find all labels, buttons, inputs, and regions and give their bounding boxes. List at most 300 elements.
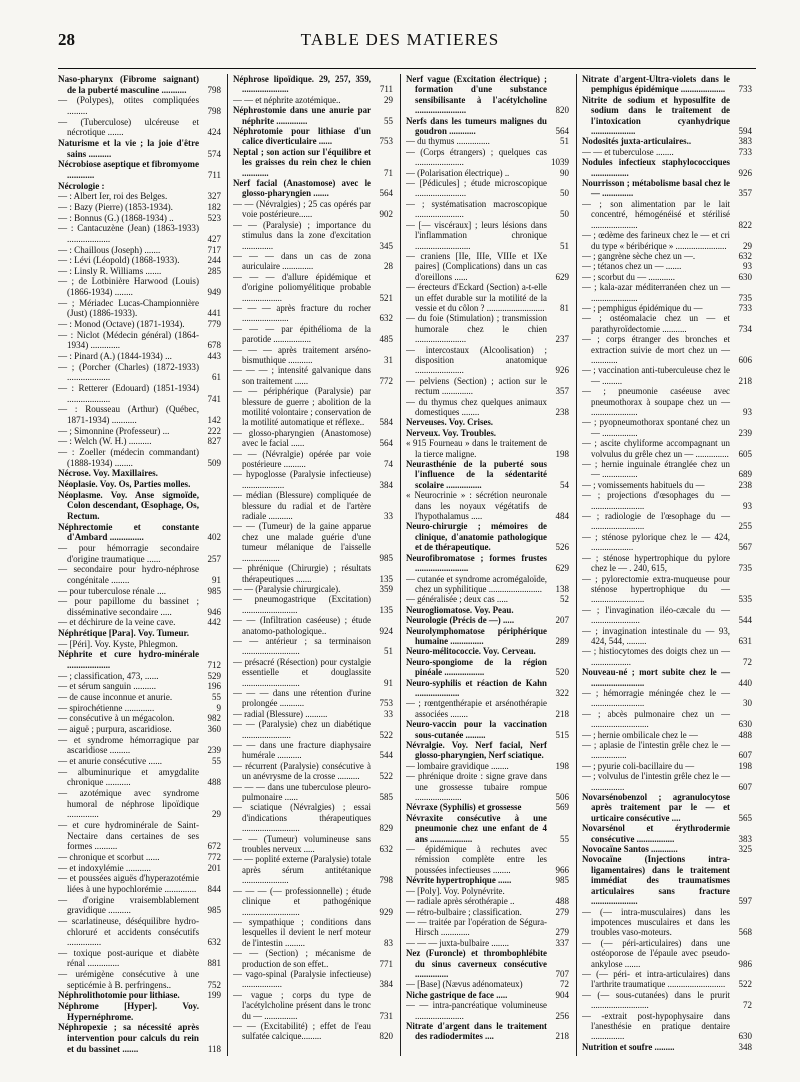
entry-text: Neuro-vaccin pour la vaccination sous-cutanée ......... — [406, 719, 547, 740]
entry-text: — : Zoeller (médecin commandant) (1888-1934) ........ — [58, 446, 199, 468]
entry-text: — — (Tumeur) volumineuse sans troubles nerveux ..... — [233, 833, 371, 855]
entry-text: — — et néphrite azotémique.. — [233, 94, 341, 105]
entry-page-ref: 544 — [379, 750, 393, 761]
entry-text: — ; Mériadec Lucas-Championnière (Just) (1886-1933). — [58, 297, 199, 319]
index-entry — [58, 276, 221, 297]
index-entry — [582, 147, 752, 157]
entry-text: — — — après fracture du rocher ..................... — [233, 302, 371, 324]
index-entry — [233, 95, 393, 105]
column-rule — [576, 74, 577, 1056]
index-entry — [58, 298, 221, 319]
index-entry — [406, 178, 569, 199]
index-entry — [406, 574, 569, 595]
index-column — [406, 74, 569, 1068]
entry-page-ref: 384 — [379, 979, 393, 990]
entry-page-ref: 71 — [384, 167, 393, 178]
entry-text: Novarsénol et érythrodermie consécutive ................. — [582, 823, 730, 844]
entry-text: Néphrectomie et constante d'Ambard ............... — [58, 521, 199, 543]
entry-page-ref: 949 — [207, 287, 221, 298]
entry-text: — cutanée et syndrome acromégaloïde, chez un syphilitique ........................ — [406, 573, 547, 594]
index-entry — [406, 313, 569, 344]
entry-text: — glosso-pharyngien (Anastomose) avec le facial ...... — [233, 427, 371, 449]
entry-text: — consécutive à un mégacolon. — [58, 713, 175, 724]
index-entry — [233, 584, 393, 594]
entry-text: — ; de Lotbinière Harwood (Louis) (1866-1934) ........ — [58, 276, 199, 298]
entry-page-ref: 520 — [555, 667, 569, 678]
index-entry — [233, 386, 393, 428]
entry-text: — et syndrome hémorragique par ascaridiose ......... — [58, 734, 199, 756]
index-entry — [406, 771, 569, 802]
index-entry — [406, 740, 569, 761]
entry-page-ref: 771 — [379, 958, 393, 969]
entry-text: — épidémique à rechutes avec rémission complète entre les poussées infectieuses ........ — [406, 844, 547, 875]
entry-page-ref: 218 — [555, 1031, 569, 1042]
entry-page-ref: 678 — [207, 340, 221, 351]
index-entry — [582, 136, 752, 146]
index-entry — [58, 468, 221, 479]
index-entry — [233, 594, 393, 615]
index-entry — [582, 282, 752, 303]
entry-text: — [— viscéraux] ; leurs lésions dans l'inflammation chronique ......................... — [406, 219, 547, 251]
index-entry — [233, 428, 393, 449]
entry-page-ref: 521 — [379, 292, 393, 303]
entry-page-ref: 569 — [555, 802, 569, 813]
entry-page-ref: 198 — [738, 760, 752, 771]
index-entry — [406, 979, 569, 989]
entry-text: — pneumogastrique (Excitation) ......................... — [233, 594, 371, 615]
entry-page-ref: 345 — [379, 240, 393, 251]
entry-text: — ; pyurie coli-bacillaire du — — [582, 760, 695, 771]
entry-page-ref: 442 — [207, 617, 221, 628]
entry-text: — du thymus chez quelques animaux domestiques ........ — [406, 396, 547, 417]
column-rule — [400, 74, 401, 1056]
entry-text: — scarlatineuse, déséquilibre hydro-chloruré et accidents consécutifs ............... — [58, 915, 199, 948]
entry-page-ref: 985 — [555, 875, 569, 886]
entry-page-ref: 118 — [207, 1043, 221, 1054]
entry-text: Novocaïne Santos ............ — [582, 844, 678, 855]
entry-page-ref: 827 — [207, 436, 221, 447]
index-entry — [406, 553, 569, 574]
index-entry — [582, 230, 752, 251]
entry-page-ref: 93 — [743, 261, 752, 272]
entry-page-ref: 289 — [555, 635, 569, 646]
entry-page-ref: 29 — [212, 809, 221, 820]
entry-text: — — (Excitabilité) ; effet de l'eau sulfatée calcique......... — [233, 1020, 371, 1042]
entry-text: — pour papillome du bassinet ; disséminative secondaire ..... — [58, 596, 199, 617]
entry-page-ref: 741 — [207, 393, 221, 404]
entry-text: — aiguë ; purpura, ascaridiose. — [58, 724, 172, 735]
index-entry — [58, 628, 221, 639]
index-entry — [406, 896, 569, 906]
entry-text: — (Polarisation électrique) .. — [406, 167, 510, 178]
entry-page-ref: 198 — [555, 760, 569, 771]
index-entry — [233, 105, 393, 126]
entry-text: Néoplasie. Voy. Os, Parties molles. — [58, 478, 191, 489]
index-entry — [406, 1000, 569, 1021]
entry-page-ref: 924 — [379, 625, 393, 636]
entry-text: Nécrologie : — [58, 180, 105, 191]
entry-text: Nerf facial (Anastomose) avec le glosso-pharyngien ....... — [233, 178, 371, 199]
index-entry — [58, 788, 221, 820]
entry-text: — — poplité externe (Paralysie) totale après sérum antitétanique ..................... — [233, 854, 371, 886]
entry-text: Neuro-spongiome de la région pinéale .................. — [406, 656, 547, 678]
entry-text: — ; volvulus de l'intestin grêle chez le — ............... — [582, 771, 730, 792]
entry-text: — radiale après sérothérapie .. — [406, 896, 515, 907]
entry-text: Néphrostomie dans une anurie par néphrite .............. — [233, 105, 371, 126]
entry-page-ref: 222 — [207, 425, 221, 436]
index-entry — [582, 626, 752, 647]
entry-text: Nouveau-né ; mort subite chez le — ........................ — [582, 667, 730, 688]
entry-text: — pelviens (Section) ; action sur le rectum .............. — [406, 375, 547, 397]
entry-text: — ; pyopneumothorax spontané chez un — ................ — [582, 417, 730, 438]
entry-page-ref: 564 — [379, 188, 393, 199]
entry-page-ref: 424 — [207, 127, 221, 138]
entry-page-ref: 441 — [207, 308, 221, 319]
index-entry — [406, 657, 569, 678]
index-entry — [58, 447, 221, 468]
entry-text: — — périphérique (Paralysie) par blessure de guerre ; abolition de la motilité volontaire ; conservation de la motilité automatique et réflexe.. — [233, 386, 371, 428]
index-entry — [58, 948, 221, 969]
entry-page-ref: 199 — [207, 990, 221, 1001]
entry-page-ref: 198 — [555, 448, 569, 459]
entry-text: Névralgie. Voy. Nerf facial, Nerf glosso-pharyngien, Nerf sciatique. — [406, 740, 547, 761]
entry-page-ref: 74 — [384, 459, 393, 470]
index-entry — [233, 709, 393, 719]
entry-page-ref: 820 — [555, 105, 569, 116]
index-entry — [406, 147, 569, 168]
entry-text: — ; systématisation macroscopique ...................... — [406, 198, 547, 220]
entry-text: — : Rousseau (Arthur) (Québec, 1871-1934) ........... — [58, 404, 199, 425]
entry-page-ref: 630 — [738, 719, 752, 730]
entry-text: — ; gangrène sèche chez un —. — [582, 250, 696, 261]
entry-page-ref: 138 — [555, 583, 569, 594]
entry-text: — ; corps étranger des bronches et extraction suivie de mort chez un — ............ — [582, 334, 730, 365]
index-entry — [406, 886, 569, 896]
entry-text: — ; projections d'œsophages du — ........................ — [582, 490, 730, 511]
index-entry — [582, 511, 752, 532]
index-entry — [406, 417, 569, 427]
entry-page-ref: 926 — [555, 365, 569, 376]
entry-page-ref: 574 — [207, 148, 221, 159]
entry-text: — (Tuberculose) ulcéreuse et nécrotique ....... — [58, 116, 199, 138]
entry-text: — — — d'allure épidémique et d'origine poliomyélitique probable .................. — [233, 271, 371, 303]
entry-page-ref: 28 — [384, 261, 393, 272]
entry-page-ref: 244 — [207, 255, 221, 266]
header-rule — [58, 68, 756, 69]
index-entry — [406, 397, 569, 418]
entry-page-ref: 522 — [738, 979, 752, 990]
index-entry — [582, 605, 752, 626]
entry-page-ref: 752 — [207, 979, 221, 990]
entry-text: Neuro-chirurgie ; mémoires de clinique, d'anatomie pathologique et de thérapeutique. — [406, 521, 547, 553]
entry-page-ref: 629 — [555, 271, 569, 282]
index-entry — [233, 303, 393, 324]
entry-text: — — antérieur ; sa terminaison .......................... — [233, 635, 371, 657]
entry-page-ref: 733 — [738, 146, 752, 157]
entry-page-ref: 632 — [738, 250, 752, 261]
index-entry — [233, 220, 393, 251]
entry-page-ref: 383 — [738, 833, 752, 844]
entry-page-ref: 717 — [207, 244, 221, 255]
entry-page-ref: 594 — [738, 126, 752, 137]
index-entry — [233, 948, 393, 969]
entry-text: Nutrition et soufre ......... — [582, 1041, 675, 1052]
entry-text: — — (Infiltration caséeuse) ; étude anatomo-pathologique.. — [233, 615, 371, 636]
entry-text: — ; pemphigus épidémique du — — [582, 302, 703, 313]
entry-page-ref: 711 — [207, 169, 221, 180]
index-entry — [233, 657, 393, 688]
entry-page-ref: 584 — [379, 417, 393, 428]
entry-page-ref: 348 — [738, 1041, 752, 1052]
entry-text: — généralisée ; deux cas ..... — [406, 594, 509, 605]
index-entry — [406, 761, 569, 771]
entry-text: — ; vomissements habituels du — — [582, 479, 705, 490]
entry-page-ref: 29 — [743, 240, 752, 251]
entry-text: — : Bazy (Pierre) (1853-1934). — [58, 201, 173, 212]
entry-page-ref: 337 — [555, 937, 569, 948]
entry-text: Néphrose lipoïdique. 29, 257, 359, ..................... — [233, 74, 371, 95]
entry-text: — de cause inconnue et anurie. — [58, 692, 173, 703]
index-entry — [233, 251, 393, 272]
entry-page-ref: 711 — [379, 84, 393, 95]
index-entry — [406, 282, 569, 313]
entry-page-ref: 359 — [379, 583, 393, 594]
entry-text: — — dans une fracture diaphysaire humérale ........... — [233, 740, 371, 761]
entry-text: — ; radiologie de l'œsophage du — ........................ — [582, 511, 730, 532]
index-entry — [233, 324, 393, 345]
entry-page-ref: 985 — [207, 905, 221, 916]
entry-text: — et déchirure de la veine cave. — [58, 617, 176, 628]
entry-page-ref: 384 — [379, 479, 393, 490]
index-entry — [406, 626, 569, 647]
entry-page-ref: 982 — [207, 713, 221, 724]
entry-page-ref: 238 — [555, 407, 569, 417]
entry-page-ref: 733 — [738, 302, 752, 313]
entry-text: — — (Paralysie) chez un diabétique ...................... — [233, 719, 371, 740]
entry-text: — ; ostéomalacie chez un — et parathyroïdectomie ........... — [582, 313, 730, 334]
entry-text: — -extrait post-hypophysaire dans l'anesthésie en pratique dentaire ............... — [582, 1010, 730, 1042]
index-entry — [233, 1021, 393, 1042]
index-entry — [233, 802, 393, 833]
entry-text: Néphrite et cure hydro-minérale ................... — [58, 649, 199, 671]
index-entry — [233, 886, 393, 917]
entry-page-ref: 440 — [738, 677, 752, 688]
index-entry — [58, 159, 221, 180]
index-entry — [58, 479, 221, 490]
index-entry — [58, 596, 221, 617]
index-entry — [58, 319, 221, 330]
entry-text: Nerveux. Voy. Troubles. — [406, 427, 496, 438]
entry-page-ref: 357 — [555, 386, 569, 397]
entry-page-ref: 427 — [207, 233, 221, 244]
entry-page-ref: 689 — [738, 469, 752, 480]
index-entry — [406, 875, 569, 885]
entry-page-ref: 239 — [207, 745, 221, 756]
index-entry — [58, 404, 221, 425]
index-entry — [406, 719, 569, 740]
index-entry — [233, 126, 393, 147]
entry-page-ref: 985 — [379, 552, 393, 563]
index-entry — [582, 480, 752, 490]
index-column — [582, 74, 752, 1068]
index-entry — [58, 873, 221, 894]
entry-page-ref: 33 — [384, 708, 393, 719]
index-entry — [582, 709, 752, 730]
index-entry — [406, 168, 569, 178]
entry-text: Neurasthénie de la puberté sous l'influence de la sédentarité scolaire ................ — [406, 459, 547, 490]
index-entry — [582, 459, 752, 480]
entry-page-ref: 285 — [207, 265, 221, 276]
index-entry — [406, 844, 569, 875]
entry-page-ref: 325 — [738, 844, 752, 855]
index-entry — [582, 907, 752, 938]
entry-page-ref: 135 — [379, 573, 393, 584]
entry-text: — et poussées aiguës d'hyperazotémie liées à une hypochlorémie .............. — [58, 873, 199, 894]
entry-page-ref: 630 — [738, 271, 752, 282]
index-entry — [582, 303, 752, 313]
index-entry — [58, 820, 221, 852]
entry-text: — secondaire pour hydro-néphrose congénitale ........ — [58, 564, 199, 585]
entry-text: — — (Section) ; mécanisme de production de son effet.. — [233, 948, 371, 969]
entry-text: — ; sténose hypertrophique du pylore chez le — . 240, 615, — [582, 552, 730, 574]
index-entry — [233, 990, 393, 1021]
index-entry — [58, 181, 221, 192]
index-entry — [406, 917, 569, 938]
entry-page-ref: 966 — [555, 864, 569, 875]
entry-page-ref: 51 — [560, 136, 569, 147]
index-entry — [406, 605, 569, 615]
entry-text: — : Monod (Octave) (1871-1934). — [58, 319, 185, 330]
entry-text: — — (Névralgies) ; 25 cas opérés par voie postérieure...... — [233, 198, 371, 220]
index-entry — [582, 771, 752, 792]
entry-page-ref: 279 — [555, 927, 569, 938]
index-entry — [406, 220, 569, 251]
index-entry — [582, 740, 752, 761]
entry-page-ref: 926 — [738, 167, 752, 178]
entry-text: — ; pylorectomie extra-muqueuse pour sténose hypertrophique du — ........................ — [582, 573, 730, 605]
index-entry — [58, 916, 221, 948]
index-entry — [582, 761, 752, 771]
index-entry — [58, 703, 221, 714]
entry-page-ref: 735 — [738, 563, 752, 574]
entry-text: — albuminurique et amygdalite chronique ........... — [58, 766, 199, 788]
entry-text: — craniens [IIe, IIIe, VIIIe et IXe paires] (Complications) dans un cas d'oreillons ...... — [406, 250, 547, 282]
index-entry — [233, 469, 393, 490]
entry-page-ref: 55 — [212, 756, 221, 766]
index-entry — [406, 1021, 569, 1042]
entry-text: — chronique et scorbut ...... — [58, 851, 160, 862]
entry-page-ref: 52 — [560, 594, 569, 605]
index-entry — [582, 854, 752, 906]
entry-text: Nerveuses. Voy. Crises. — [406, 417, 494, 428]
entry-text: — vague ; corps du type de l'acétylcholine présent dans le tronc du — ............... — [233, 989, 371, 1021]
entry-text: Nourrisson ; métabolisme basal chez le — .............. — [582, 178, 730, 199]
entry-text: — (— péri- et intra-articulaires) dans l'arthrite traumatique .......................... — [582, 968, 730, 990]
entry-text: — récurrent (Paralysie) consécutive à un anévrysme de la crosse .......... — [233, 760, 371, 782]
index-entry — [582, 199, 752, 230]
index-entry — [58, 436, 221, 447]
entry-page-ref: 881 — [207, 958, 221, 969]
entry-page-ref: 564 — [555, 126, 569, 137]
index-entry — [58, 426, 221, 437]
entry-text: — et anurie consécutive ...... — [58, 756, 163, 766]
entry-text: — hypoglosse (Paralysie infectieuse) ................... — [233, 469, 371, 490]
index-entry — [582, 730, 752, 740]
index-entry — [58, 990, 221, 1001]
entry-page-ref: 93 — [743, 407, 752, 417]
entry-page-ref: 985 — [207, 585, 221, 596]
entry-text: — ; tétanos chez un — ....... — [582, 261, 682, 272]
index-entry — [582, 667, 752, 688]
entry-text: — : Lévi (Léopold) (1868-1933). — [58, 255, 180, 266]
entry-page-ref: 196 — [207, 681, 221, 692]
entry-page-ref: 522 — [379, 771, 393, 782]
index-entry — [233, 449, 393, 470]
index-entry — [406, 594, 569, 604]
entry-page-ref: 488 — [207, 777, 221, 788]
index-entry — [582, 574, 752, 605]
entry-page-ref: 488 — [738, 729, 752, 740]
index-entry — [233, 199, 393, 220]
entry-page-ref: 50 — [560, 209, 569, 220]
entry-page-ref: 207 — [555, 615, 569, 626]
index-entry — [58, 117, 221, 138]
entry-text: — ; sténose pylorique chez le — 424, ................... — [582, 531, 730, 553]
index-entry — [58, 767, 221, 788]
entry-page-ref: 798 — [379, 875, 393, 886]
entry-text: — ; scorbut du — ............ — [582, 271, 675, 282]
entry-text: — du thymus ............... — [406, 136, 490, 147]
index-entry — [233, 969, 393, 990]
entry-page-ref: 30 — [743, 698, 752, 709]
entry-text: Naturisme et la vie ; la joie d'être sains .......... — [58, 137, 199, 159]
index-entry — [58, 564, 221, 585]
entry-page-ref: 91 — [212, 574, 221, 585]
entry-text: — ; son alimentation par le lait concentré, hémogénéisé et stérilisé ..................... — [582, 198, 730, 230]
entry-text: — : Bonnus (G.) (1868-1934) .. — [58, 212, 174, 223]
index-entry — [58, 490, 221, 522]
entry-text: — — — dans un cas de zona auriculaire .............. — [233, 250, 371, 272]
entry-text: — — — dans une rétention d'urine prolongée ........... — [233, 687, 371, 709]
entry-page-ref: 218 — [738, 375, 752, 386]
index-entry — [58, 1001, 221, 1022]
entry-text: — phrénique (Chirurgie) ; résultats thérapeutiques ....... — [233, 563, 371, 584]
index-entry — [58, 863, 221, 874]
entry-text: — sciatique (Névralgies) ; essai d'indications thérapeutiques .......................... — [233, 802, 371, 834]
index-entry — [406, 948, 569, 979]
entry-page-ref: 383 — [738, 136, 752, 147]
index-entry — [233, 740, 393, 761]
entry-text: — érecteurs d'Eckard (Section) a-t-elle un effet durable sur la motilité de la vessie et du côlon ? .......................... — [406, 282, 547, 313]
index-entry — [58, 138, 221, 159]
entry-text: Névraxe (Syphilis) et grossesse — [406, 802, 522, 813]
entry-text: Nez (Furoncle) et thrombophlébite du sinus caverneux consécutive ............... — [406, 948, 547, 979]
index-entry — [58, 756, 221, 767]
entry-text: Neuro-syphilis et réaction de Kahn .................... — [406, 677, 547, 698]
entry-page-ref: 488 — [555, 896, 569, 907]
entry-text: — radial (Blessure) .......... — [233, 708, 328, 719]
index-entry — [406, 251, 569, 282]
entry-page-ref: 91 — [384, 677, 393, 688]
entry-page-ref: 83 — [384, 937, 393, 948]
index-entry — [233, 854, 393, 885]
entry-page-ref: 607 — [738, 781, 752, 792]
index-entry — [58, 639, 221, 650]
index-entry — [582, 646, 752, 667]
entry-page-ref: 218 — [555, 708, 569, 719]
entry-text: — — (Tumeur) de la gaine apparue chez une malade guérie d'une tumeur mélanique de l'aisselle ................. — [233, 521, 371, 563]
index-entry — [406, 199, 569, 220]
